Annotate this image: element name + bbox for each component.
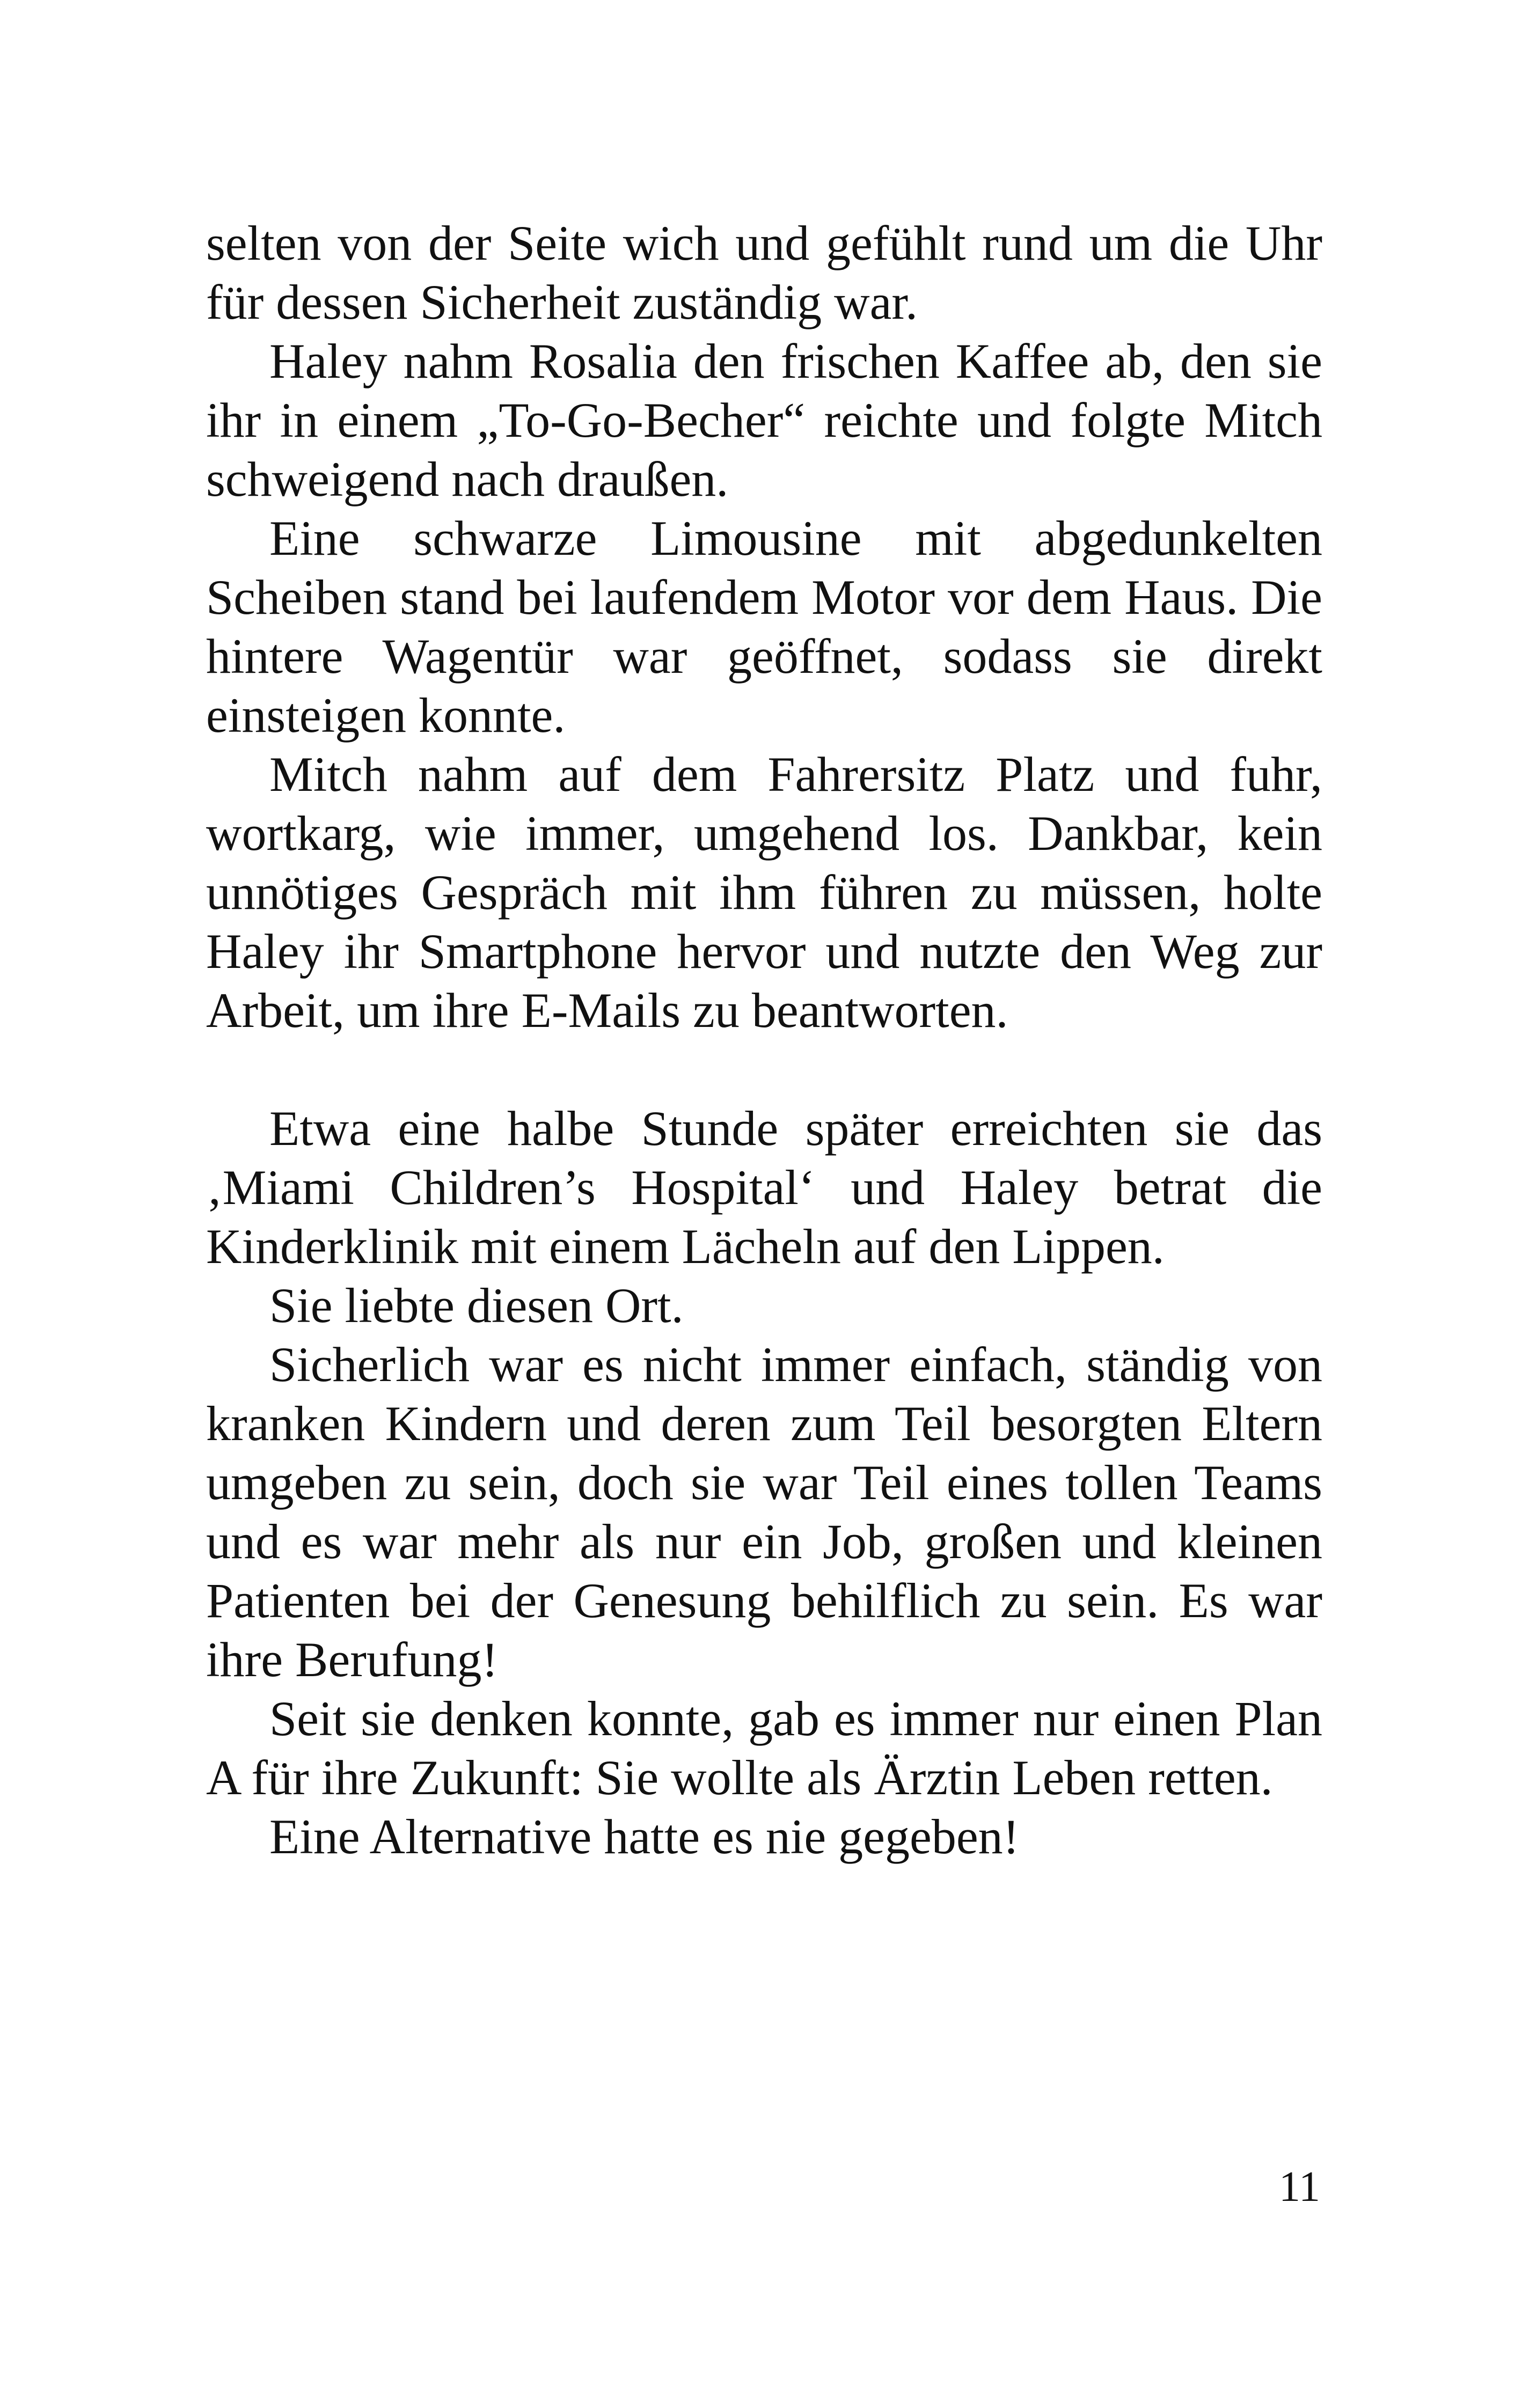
paragraph-continuation: selten von der Seite wich und gefühlt rund um die Uhr für dessen Sicherheit zuständig war. [206, 216, 1322, 329]
page-number: 11 [1278, 2163, 1320, 2211]
paragraph: Seit sie denken konnte, gab es immer nur einen Plan A für ihre Zukunft: Sie wollte als Ärztin Leben retten. [206, 1691, 1322, 1805]
paragraph: Mitch nahm auf dem Fahrersitz Platz und fuhr, wortkarg, wie immer, umgehend los. Dankbar, kein unnötiges Gespräch mit ihm führen zu müssen, holte Haley ihr Smartphone hervor und nutzte den Weg zur Arbeit, um ihre E-Mails zu beantworten. [206, 747, 1322, 1038]
paragraph: Sie liebte diesen Ort. [269, 1278, 684, 1333]
paragraph: Haley nahm Rosalia den frischen Kaffee ab, den sie ihr in einem „To-Go-Becher“ reichte und folgte Mitch schweigend nach draußen. [206, 334, 1322, 506]
paragraph: Eine schwarze Limousine mit abgedunkelten Scheiben stand bei laufendem Motor vor dem Haus. Die hintere Wagentür war geöffnet, sodass sie direkt einsteigen konnte. [206, 511, 1322, 743]
body-text [206, 214, 1322, 1866]
paragraph: Eine Alternative hatte es nie gegeben! [269, 1809, 1020, 1864]
paragraph: Sicherlich war es nicht immer einfach, ständig von kranken Kindern und deren zum Teil besorgten Eltern umgeben zu sein, doch sie war Teil eines tollen Teams und es war mehr als nur ein Job, großen und kleinen Patienten bei der Genesung behilflich zu sein. Es war ihre Berufung! [206, 1337, 1322, 1687]
paragraph-section-start: Etwa eine halbe Stunde später erreichten sie das ‚Miami Children’s Hospital‘ und Haley betrat die Kinderklinik mit einem Lächeln auf den Lippen. [206, 1101, 1322, 1274]
